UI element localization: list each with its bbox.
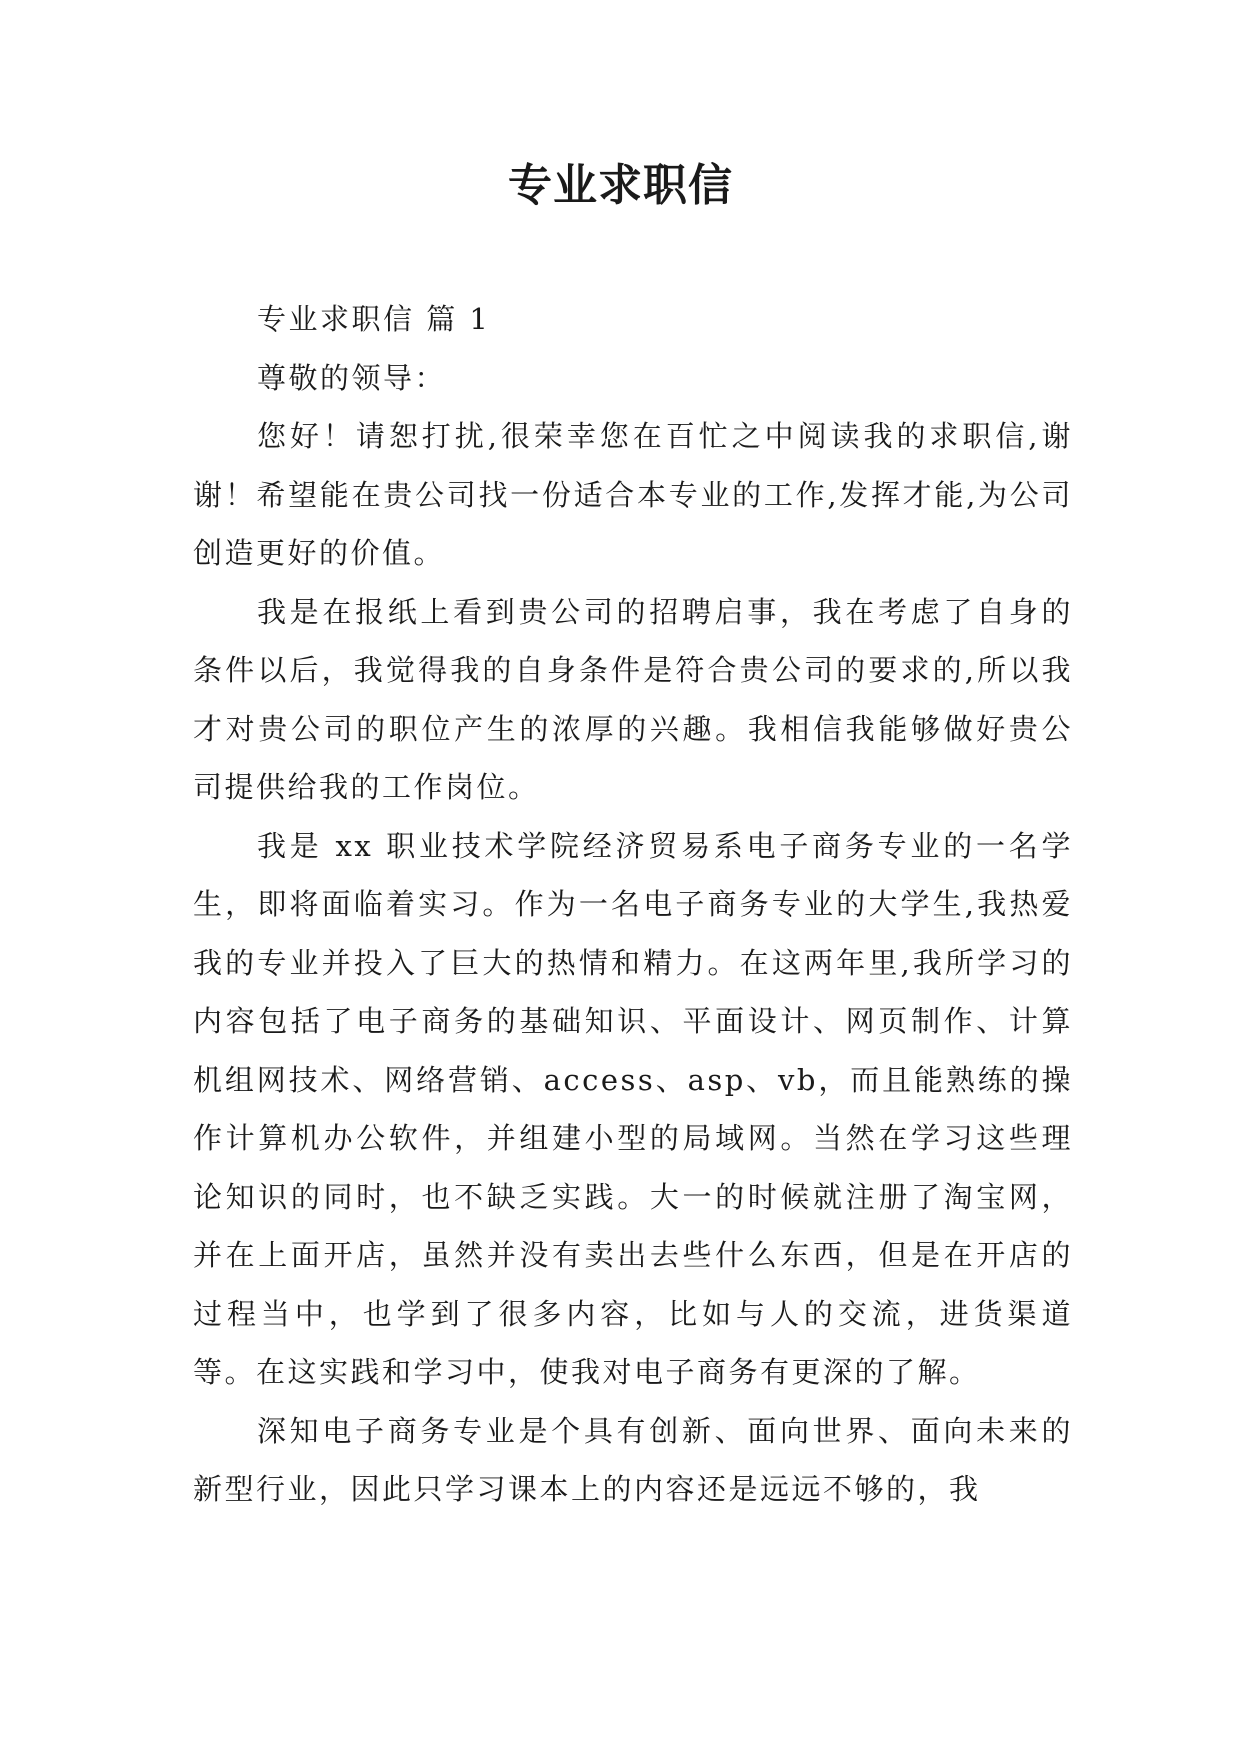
salutation: 尊敬的领导： [257, 360, 447, 395]
section-heading: 专业求职信 篇 1 [257, 302, 491, 336]
paragraph-motivation: 我是在报纸上看到贵公司的招聘启事，我在考虑了自身的条件以后，我觉得我的自身条件是符合贵公司的要求的,所以我才对贵公司的职位产生的浓厚的兴趣。我相信我能够做好贵公司提供给我的工作岗位。 [193, 594, 1073, 804]
paragraph-outlook: 深知电子商务专业是个具有创新、面向世界、面向未来的新型行业，因此只学习课本上的内容还是远远不够的，我 [193, 1413, 1073, 1506]
paragraph-background: 我是 xx 职业技术学院经济贸易系电子商务专业的一名学生，即将面临着实习。作为一名电子商务专业的大学生,我热爱我的专业并投入了巨大的热情和精力。在这两年里,我所学习的内容包括了电子商务的基础知识、平面设计、网页制作、计算机组网技术、网络营销、access、asp、vb，而且能熟练的操作计算机办公软件，并组建小型的局域网。当然在学习这些理论知识的同时，也不缺乏实践。大一的时候就注册了淘宝网，并在上面开店，虽然并没有卖出去些什么东西，但是在开店的过程当中，也学到了很多内容，比如与人的交流，进货渠道等。在这实践和学习中，使我对电子商务有更深的了解。 [193, 828, 1073, 1389]
document-body [193, 290, 1073, 1519]
document-title: 专业求职信 [508, 160, 733, 211]
paragraph-greeting: 您好！请恕打扰,很荣幸您在百忙之中阅读我的求职信,谢谢！希望能在贵公司找一份适合本专业的工作,发挥才能,为公司创造更好的价值。 [193, 419, 1073, 570]
